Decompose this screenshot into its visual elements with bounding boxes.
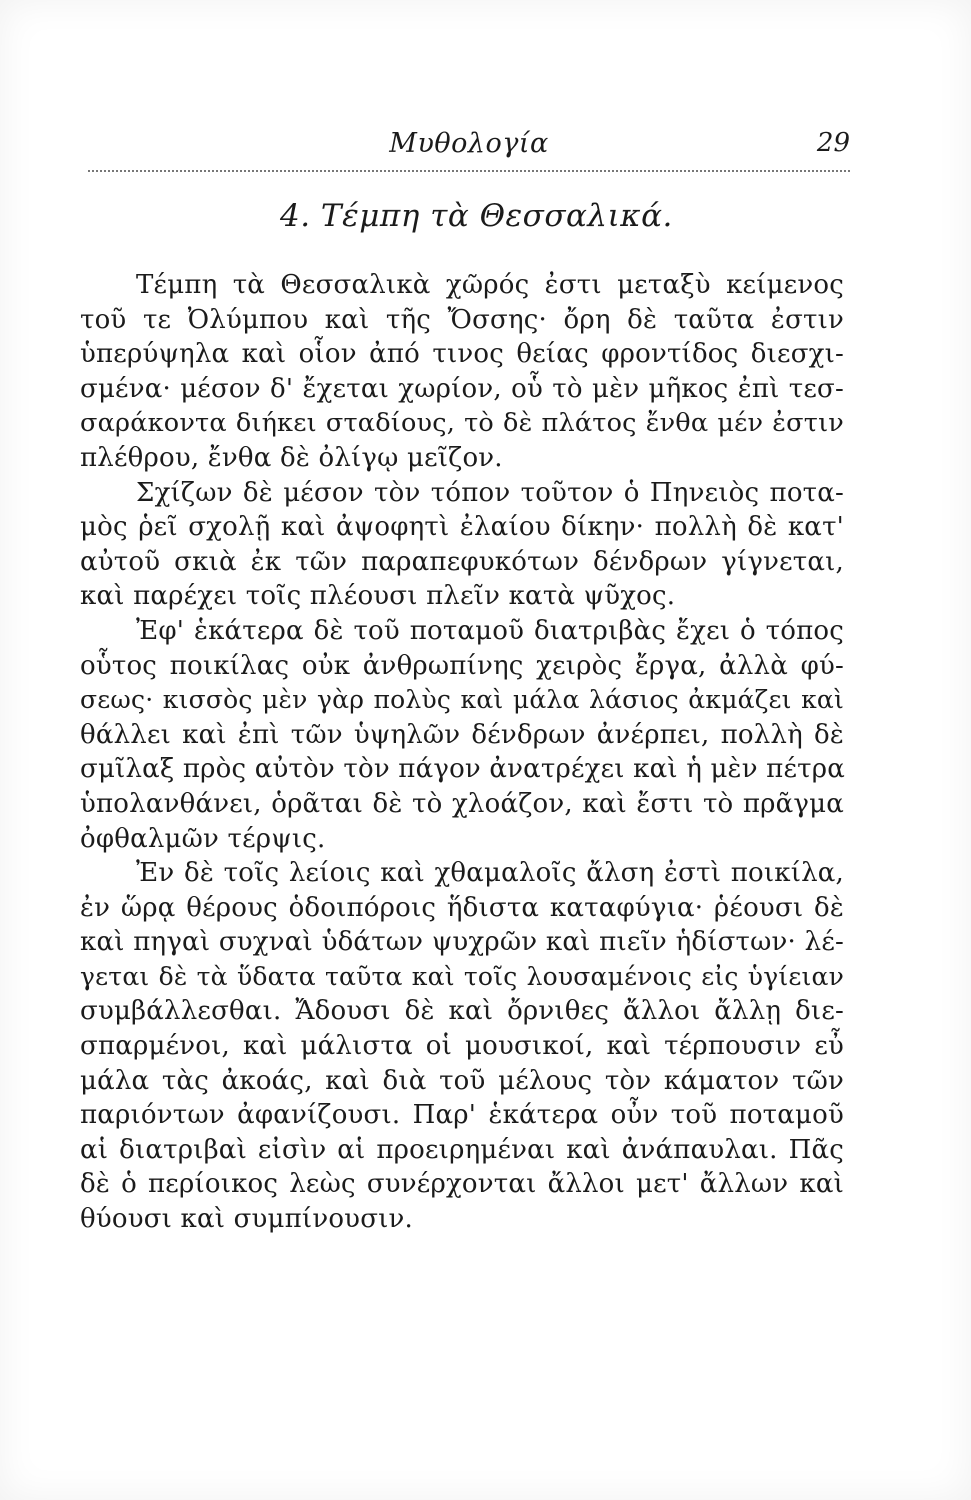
- text-line: πλέθρου, ἔνθα δὲ ὀλίγῳ μεῖζον.: [80, 442, 503, 473]
- text-line: γεται δὲ τὰ ὕδατα ταῦτα καὶ τοῖς λουσαμένοις εἰς ὑγίειαν: [80, 961, 844, 991]
- text-line: σμένα· μέσον δ' ἔχεται χωρίον, οὗ τὸ μὲν μῆκος ἐπὶ τεσ-: [80, 373, 844, 404]
- text-line: αὐτοῦ σκιὰ ἐκ τῶν παραπεφυκότων δένδρων γίγνεται,: [80, 546, 844, 577]
- text-line: ὀφθαλμῶν τέρψις.: [80, 823, 326, 854]
- section-title: 4. Τέμπη τὰ Θεσσαλικά.: [280, 198, 673, 234]
- text-line: τοῦ τε Ὀλύμπου καὶ τῆς Ὄσσης· ὄρη δὲ ταῦτα ἐστιν: [80, 304, 844, 335]
- text-line: σαράκοντα διήκει σταδίους, τὸ δὲ πλάτος ἔνθα μέν ἐστιν: [80, 408, 844, 439]
- text-line: Ἐν δὲ τοῖς λείοις καὶ χθαμαλοῖς ἄλση ἐστὶ ποικίλα,: [136, 858, 844, 889]
- text-line: θάλλει καὶ ἐπὶ τῶν ὑψηλῶν δένδρων ἀνέρπει, πολλὴ δὲ: [80, 719, 844, 750]
- text-line: ὑπολανθάνει, ὁρᾶται δὲ τὸ χλοάζον, καὶ ἔστι τὸ πρᾶγμα: [80, 788, 844, 819]
- body-text: [80, 268, 844, 1237]
- text-line: ἐν ὥρᾳ θέρους ὁδοιπόροις ἥδιστα καταφύγια· ῥέουσι δὲ: [80, 892, 844, 923]
- text-line: Ἐφ' ἑκάτερα δὲ τοῦ ποταμοῦ διατριβὰς ἔχει ὁ τόπος: [136, 615, 844, 646]
- text-line: οὗτος ποικίλας οὐκ ἀνθρωπίνης χειρὸς ἔργα, ἀλλὰ φύ-: [80, 650, 844, 681]
- running-title: Μυθολογία: [389, 128, 549, 159]
- text-line: παριόντων ἀφανίζουσι. Παρ' ἑκάτερα οὖν τοῦ ποταμοῦ: [80, 1100, 844, 1131]
- text-line: αἱ διατριβαὶ εἰσὶν αἱ προειρημέναι καὶ ἀνάπαυλαι. Πᾶς: [80, 1134, 844, 1165]
- running-header: [88, 122, 850, 172]
- text-line: δὲ ὁ περίοικος λεὼς συνέρχονται ἄλλοι μετ' ἄλλων καὶ: [80, 1169, 844, 1200]
- text-line: σμῖλαξ πρὸς αὐτὸν τὸν πάγον ἀνατρέχει καὶ ἡ μὲν πέτρα: [80, 754, 845, 785]
- text-line: Τέμπη τὰ Θεσσαλικὰ χῶρός ἐστι μεταξὺ κείμενος: [136, 270, 844, 300]
- text-line: συμβάλλεσθαι. Ἄδουσι δὲ καὶ ὄρνιθες ἄλλοι ἄλλῃ διε-: [80, 996, 844, 1027]
- text-line: καὶ πηγαὶ συχναὶ ὑδάτων ψυχρῶν καὶ πιεῖν ἡδίστων· λέ-: [80, 927, 844, 958]
- text-line: μὸς ῥεῖ σχολῇ καὶ ἀψοφητὶ ἐλαίου δίκην· πολλὴ δὲ κατ': [80, 512, 844, 543]
- text-line: καὶ παρέχει τοῖς πλέουσι πλεῖν κατὰ ψῦχος.: [80, 581, 676, 612]
- text-line: Σχίζων δὲ μέσον τὸν τόπον τοῦτον ὁ Πηνειὸς ποτα-: [136, 477, 844, 508]
- text-line: θύουσι καὶ συμπίνουσιν.: [80, 1204, 414, 1235]
- page-number: 29: [816, 128, 850, 158]
- text-line: σπαρμένοι, καὶ μάλιστα οἱ μουσικοί, καὶ τέρπουσιν εὖ: [80, 1031, 844, 1062]
- text-line: σεως· κισσὸς μὲν γὰρ πολὺς καὶ μάλα λάσιος ἀκμάζει καὶ: [80, 685, 844, 715]
- text-line: μάλα τὰς ἀκοάς, καὶ διὰ τοῦ μέλους τὸν κάματον τῶν: [80, 1065, 844, 1096]
- text-line: ὑπερύψηλα καὶ οἷον ἀπό τινος θείας φροντίδος διεσχι-: [80, 339, 844, 370]
